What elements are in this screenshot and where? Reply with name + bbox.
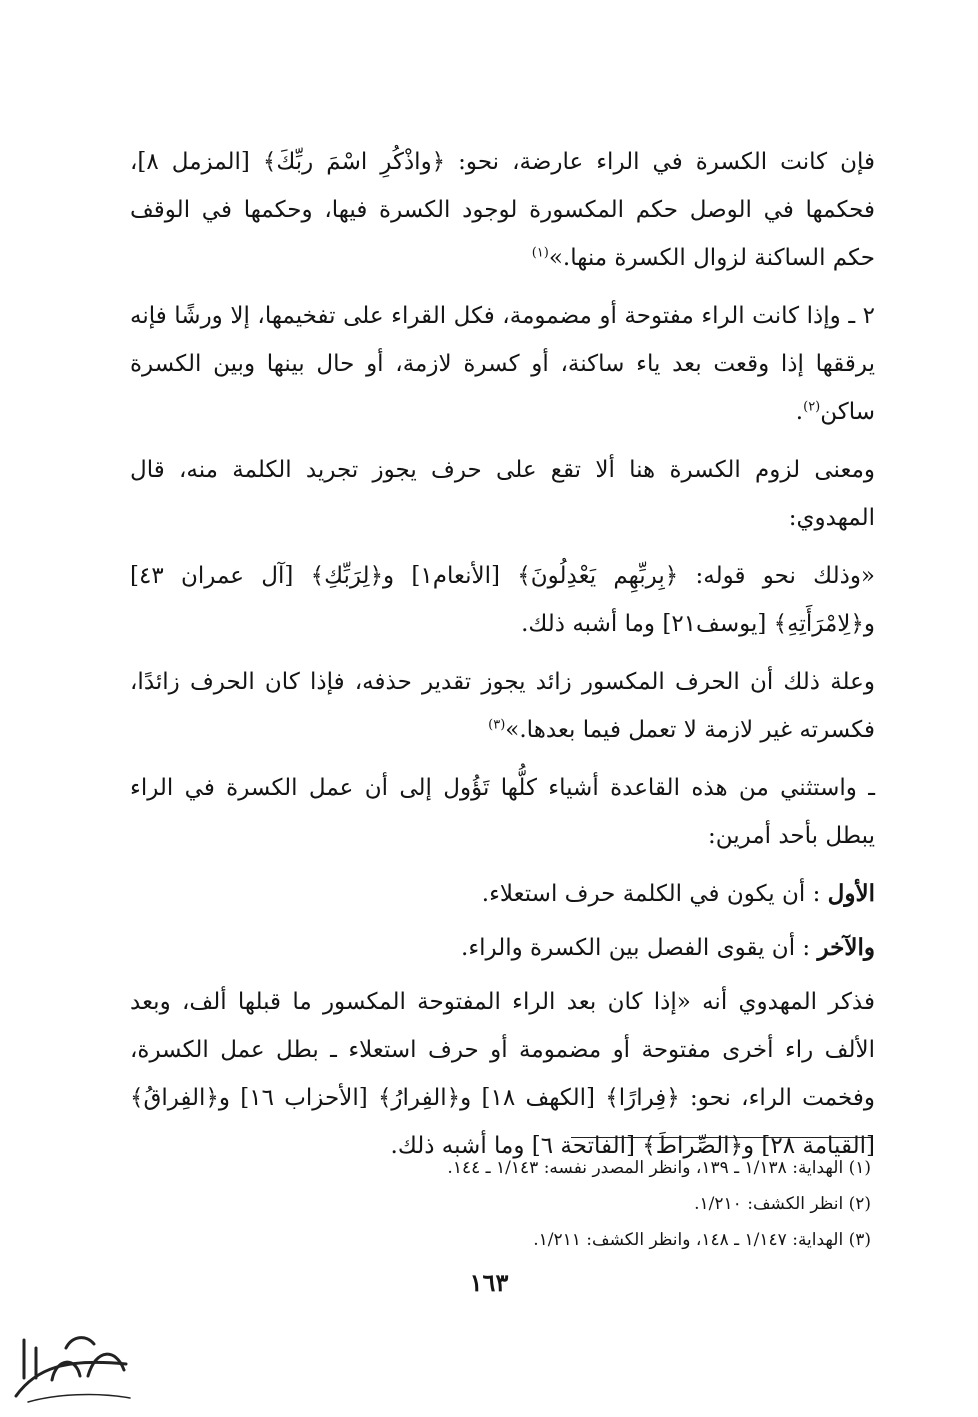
paragraph-3-text: ومعنى لزوم الكسرة هنا ألا تقع على حرف يجوز تجريد الكلمة منه، قال المهدوي:	[130, 457, 875, 531]
paragraph-2-text: ٢ ـ وإذا كانت الراء مفتوحة أو مضمومة، فكل القراء على تفخيمها، إلا ورشًا فإنه يرققها إذا وقعت بعد ياء ساكنة، أو كسرة لازمة، أو حال بينها وبين الكسرة ساكن	[130, 303, 875, 425]
paragraph-7	[130, 870, 875, 918]
paragraph-3	[130, 446, 875, 542]
paragraph-2	[130, 292, 875, 436]
paragraph-8	[130, 924, 875, 972]
calligraphy-stamp	[6, 1318, 136, 1410]
footnote-3: (٣) الهداية: ١/١٤٧ ـ ١٤٨، وانظر الكشف: ١/٢١١.	[533, 1230, 871, 1250]
footnote-ref-3: (٣)	[488, 717, 506, 733]
paragraph-1	[130, 138, 875, 282]
paragraph-2-tail: .	[795, 399, 804, 425]
page-number: ١٦٣	[469, 1268, 509, 1297]
footnote-ref-2: (٢)	[803, 399, 821, 415]
footnote-2: (٢) انظر الكشف: ١/٢١٠.	[694, 1194, 871, 1214]
paragraph-9-text: فذكر المهدوي أنه «إذا كان بعد الراء المفتوحة المكسور ما قبلها ألف، وبعد الألف راء أخرى مفتوحة أو مضمومة أو حرف استعلاء ـ بطل عمل الكسرة، وفخمت الراء، نحو: ﴿فِرارًا﴾ [الكهف ١٨] و﴿الفِرارُ﴾ [الأحزاب ١٦] و﴿الفِراقُ﴾ [القيامة ٢٨] و﴿الصِّراطَ﴾ [الفاتحة ٦] وما أشبه ذلك.	[130, 989, 875, 1159]
paragraph-9	[130, 978, 875, 1170]
footnotes	[126, 1150, 871, 1258]
main-text	[130, 138, 875, 1180]
paragraph-7-text: : أن يكون في الكلمة حرف استعلاء.	[481, 881, 828, 907]
paragraph-5-text: وعلة ذلك أن الحرف المكسور زائد يجوز تقدير حذفه، فإذا كان الحرف زائدًا، فكسرته غير لازمة لا تعمل فيما بعدها.»	[130, 669, 875, 743]
paragraph-8-text: : أن يقوى الفصل بين الكسرة والراء.	[461, 935, 818, 961]
footnote-divider	[571, 1137, 871, 1138]
footnote-ref-1: (١)	[531, 245, 549, 261]
footnote-1: (١) الهداية: ١/١٣٨ ـ ١٣٩، وانظر المصدر نفسه: ١/١٤٣ ـ ١٤٤.	[447, 1158, 871, 1178]
paragraph-1-text: فإن كانت الكسرة في الراء عارضة، نحو: ﴿واذْكُرِ اسْمَ ربِّكَ﴾ [المزمل ٨]، فحكمها في الوصل حكم المكسورة لوجود الكسرة فيها، وحكمها في الوقف حكم الساكنة لزوال الكسرة منها.»	[130, 149, 875, 271]
paragraph-4-text: «وذلك نحو قوله: ﴿بِربِّهِم يَعْدِلُونَ﴾ [الأنعام١] و﴿لِرَبِّكِ﴾ [آل عمران ٤٣] و﴿لِامْرَأَتِهِ﴾ [يوسف٢١] وما أشبه ذلك.	[130, 563, 875, 637]
paragraph-6	[130, 764, 875, 860]
paragraph-4	[130, 552, 875, 648]
paragraph-7-lead: الأول	[827, 880, 875, 907]
paragraph-8-lead: والآخر	[817, 934, 875, 961]
paragraph-5	[130, 658, 875, 754]
paragraph-6-text: ـ واستثني من هذه القاعدة أشياء كلُّها تَؤُول إلى أن عمل الكسرة في الراء يبطل بأحد أمرين:	[130, 775, 875, 849]
